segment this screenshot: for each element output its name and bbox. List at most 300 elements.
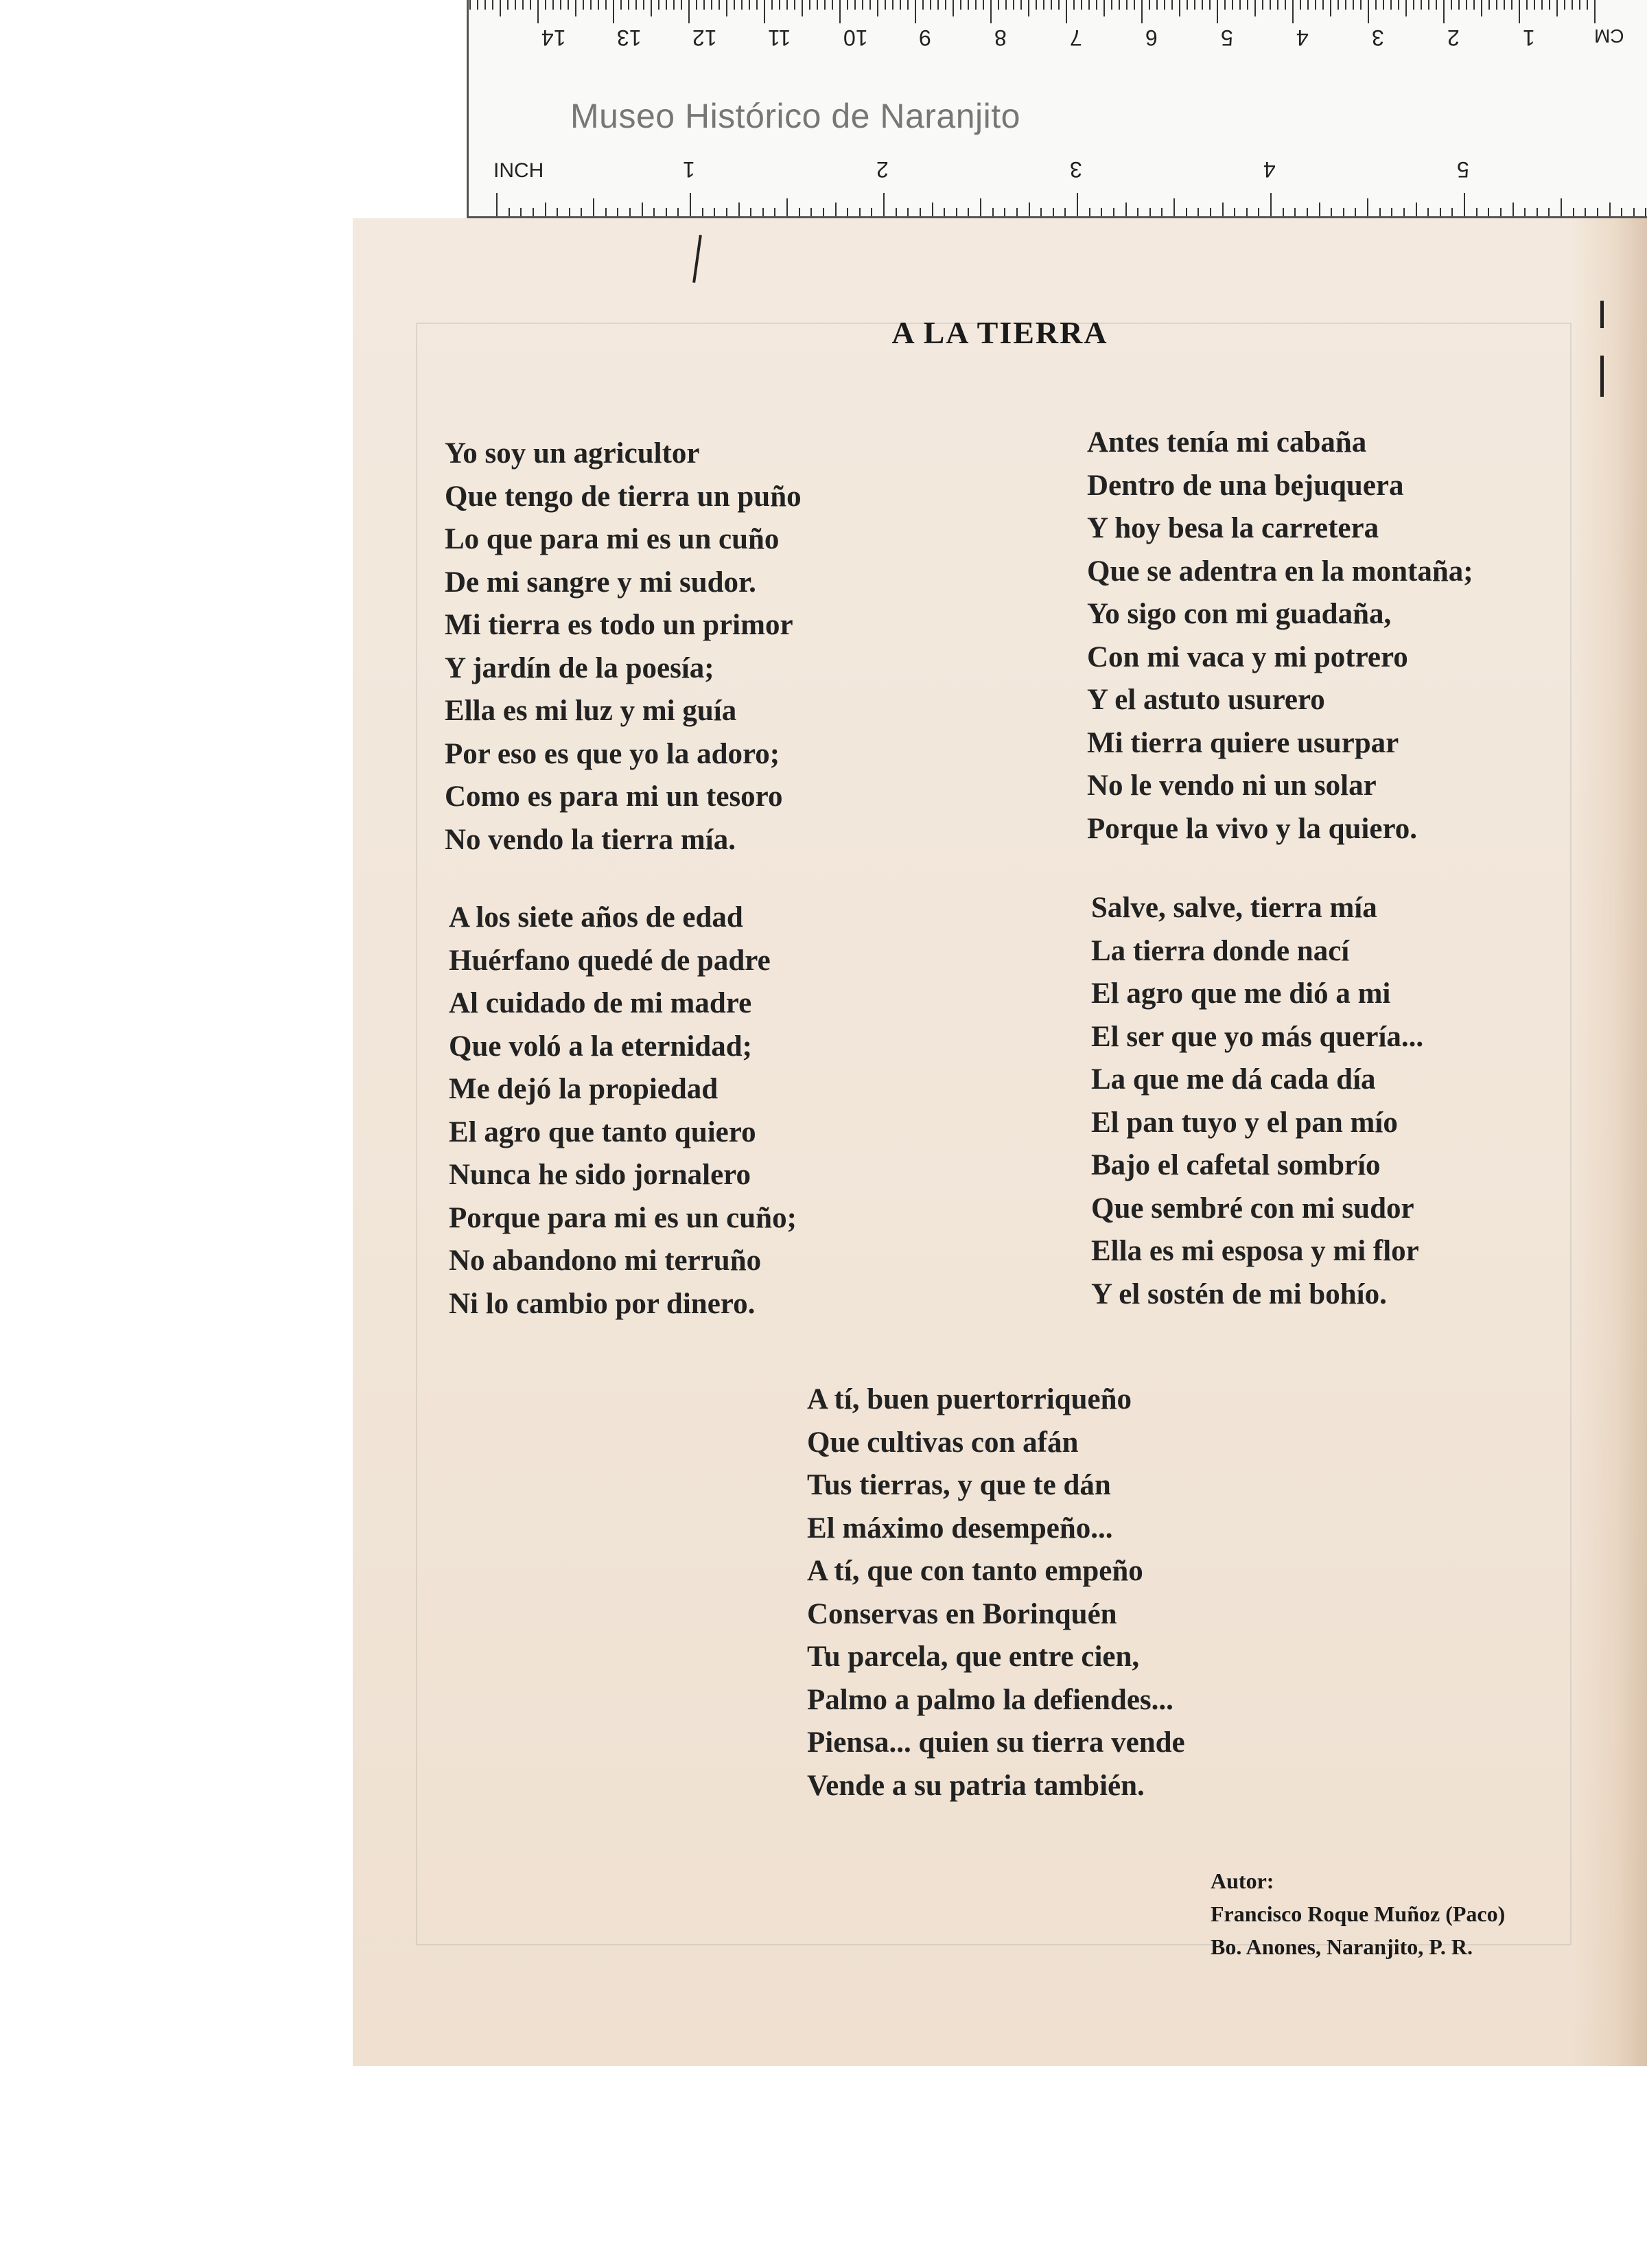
ruler-tick xyxy=(1537,208,1538,216)
ruler-tick xyxy=(1379,208,1381,216)
poem-line: Que se adentra en la montaña; xyxy=(1087,555,1473,588)
poem-line: Al cuidado de mi madre xyxy=(449,987,752,1019)
ruler-tick xyxy=(764,0,765,23)
ruler-tick xyxy=(1315,0,1316,10)
ruler-tick xyxy=(568,0,569,10)
ruler-tick xyxy=(515,0,516,10)
poem-line: Vende a su patria también. xyxy=(807,1769,1145,1802)
ruler-tick xyxy=(1579,0,1580,10)
poem-line: Dentro de una bejuquera xyxy=(1087,469,1404,502)
ruler-inch-number: 1 xyxy=(683,157,695,182)
ruler-tick xyxy=(960,0,961,10)
ruler-tick xyxy=(1053,208,1054,216)
ruler-tick xyxy=(581,208,582,216)
poem-line: El pan tuyo y el pan mío xyxy=(1091,1106,1398,1139)
poem-line: El agro que tanto quiero xyxy=(449,1115,756,1148)
ruler-tick xyxy=(1367,198,1368,216)
ruler-tick xyxy=(469,0,471,10)
ruler-tick xyxy=(1427,208,1429,216)
ruler-tick xyxy=(1481,0,1482,16)
ruler-tick xyxy=(1043,0,1044,10)
ruler-cm-number: 10 xyxy=(843,25,868,50)
ruler-tick xyxy=(1541,0,1543,10)
ruler-tick xyxy=(1621,208,1622,216)
ruler-tick xyxy=(1179,0,1180,16)
ruler-tick xyxy=(545,202,546,216)
ruler-tick xyxy=(492,0,493,10)
ruler-tick xyxy=(522,0,524,10)
ruler-tick xyxy=(1594,0,1596,23)
ruler-tick xyxy=(990,0,992,23)
ruler-tick xyxy=(552,0,554,10)
stanza-5 xyxy=(807,1378,1185,1807)
ruler-tick xyxy=(651,0,652,16)
ruler-tick xyxy=(477,0,478,10)
ruler xyxy=(467,0,1647,218)
ruler-tick xyxy=(1194,0,1195,10)
author-place: Bo. Anones, Naranjito, P. R. xyxy=(1211,1934,1473,1959)
ruler-cm-number: 8 xyxy=(994,25,1007,50)
poem-line: A tí, que con tanto empeño xyxy=(807,1555,1143,1587)
ruler-cm-number: 3 xyxy=(1372,25,1384,50)
ruler-tick xyxy=(1322,0,1324,10)
ruler-tick xyxy=(799,208,800,216)
ruler-tick xyxy=(1360,0,1362,10)
poem-line: No abandono mi terruño xyxy=(449,1245,762,1277)
poem-line: Ella es mi esposa y mi flor xyxy=(1091,1235,1419,1267)
ruler-tick xyxy=(1005,0,1007,10)
ruler-tick xyxy=(1066,0,1067,23)
ruler-tick xyxy=(885,0,886,10)
ruler-tick xyxy=(726,0,727,16)
ruler-tick xyxy=(1016,208,1018,216)
ruler-tick xyxy=(666,0,667,10)
ruler-tick xyxy=(696,0,697,10)
ink-scratch xyxy=(692,235,702,283)
ruler-tick xyxy=(557,208,558,216)
ruler-tick xyxy=(1564,0,1565,10)
ruler-tick xyxy=(896,208,897,216)
ruler-tick xyxy=(1511,0,1512,10)
ruler-tick xyxy=(741,0,743,10)
poem-line: El máximo desempeño... xyxy=(807,1512,1113,1544)
ruler-inch-number: 2 xyxy=(876,157,889,182)
ruler-tick xyxy=(620,0,622,10)
ruler-tick xyxy=(1270,193,1272,216)
poem-line: Como es para mi un tesoro xyxy=(445,780,783,813)
ink-mark xyxy=(1600,356,1604,397)
ruler-tick xyxy=(1270,0,1271,10)
ruler-tick xyxy=(1222,202,1224,216)
ruler-tick xyxy=(1173,198,1175,216)
ruler-tick xyxy=(1500,208,1502,216)
poem-line: Bajo el cafetal sombrío xyxy=(1091,1149,1381,1181)
ruler-tick xyxy=(771,0,773,10)
ruler-tick xyxy=(1476,208,1477,216)
ruler-tick xyxy=(892,0,893,10)
poem-line: Que tengo de tierra un puño xyxy=(445,480,802,513)
ruler-tick xyxy=(575,0,576,16)
ruler-tick xyxy=(968,0,969,10)
ruler-tick xyxy=(1101,208,1102,216)
ruler-tick xyxy=(786,0,788,10)
ruler-tick xyxy=(1283,208,1284,216)
ruler-tick xyxy=(629,208,631,216)
poem-line: Lo que para mi es un cuño xyxy=(445,523,780,555)
ruler-tick xyxy=(1343,208,1344,216)
ruler-tick xyxy=(774,208,775,216)
poem-line: Que sembré con mi sudor xyxy=(1091,1192,1414,1225)
poem-line: Con mi vaca y mi potrero xyxy=(1087,640,1408,673)
ruler-tick xyxy=(598,0,599,10)
poem-line: Yo soy un agricultor xyxy=(445,437,700,470)
ruler-tick xyxy=(1443,0,1445,23)
ruler-tick xyxy=(545,0,546,10)
ruler-tick xyxy=(810,208,812,216)
ruler-tick xyxy=(794,0,795,10)
poem-line: La que me dá cada día xyxy=(1091,1063,1376,1096)
ruler-tick xyxy=(666,208,667,216)
poem-line: Conservas en Borinquén xyxy=(807,1597,1117,1630)
ruler-tick xyxy=(1413,0,1414,10)
ruler-tick xyxy=(1330,0,1331,16)
ruler-tick xyxy=(992,208,994,216)
ruler-tick xyxy=(980,198,981,216)
ruler-tick xyxy=(719,0,720,10)
stanza-3 xyxy=(1087,421,1473,850)
ruler-tick xyxy=(1156,0,1158,10)
poem-line: No le vendo ni un solar xyxy=(1087,769,1377,802)
ruler-cm-number: 13 xyxy=(617,25,642,50)
ruler-tick xyxy=(1319,202,1320,216)
ruler-tick xyxy=(1149,0,1150,10)
ruler-tick xyxy=(998,0,999,10)
poem-line: Huérfano quedé de padre xyxy=(449,944,771,977)
ruler-tick xyxy=(1403,208,1405,216)
ruler-tick xyxy=(496,193,498,216)
ruler-tick xyxy=(750,208,751,216)
poem-line: Tu parcela, que entre cien, xyxy=(807,1641,1140,1673)
stanza-4 xyxy=(1091,887,1423,1316)
ruler-tick xyxy=(520,208,522,216)
ruler-tick xyxy=(937,0,939,10)
ruler-tick xyxy=(1149,208,1151,216)
poem-line: Mi tierra quiere usurpar xyxy=(1087,726,1399,759)
poem-line: Antes tenía mi cabaña xyxy=(1087,426,1367,459)
ruler-tick xyxy=(734,0,735,10)
ruler-tick xyxy=(1217,0,1218,23)
ruler-tick xyxy=(642,202,643,216)
ruler-tick xyxy=(930,0,931,10)
ruler-tick xyxy=(1353,0,1354,10)
ruler-tick xyxy=(786,198,788,216)
ruler-tick xyxy=(922,0,924,10)
ruler-inch-unit: INCH xyxy=(493,159,544,182)
ruler-tick xyxy=(533,208,534,216)
ruler-tick xyxy=(832,0,833,10)
ruler-tick xyxy=(847,208,848,216)
ruler-tick xyxy=(1028,0,1029,16)
ruler-tick xyxy=(738,202,740,216)
ruler-tick xyxy=(653,208,655,216)
ruler-tick xyxy=(1338,0,1339,10)
ruler-inch-number: 5 xyxy=(1457,157,1469,182)
ruler-tick xyxy=(1224,0,1226,10)
ruler-tick xyxy=(1383,0,1384,10)
ruler-tick xyxy=(1609,202,1611,216)
ruler-tick xyxy=(1258,208,1259,216)
ruler-inch-ticks xyxy=(469,192,1647,216)
ruler-tick xyxy=(714,208,715,216)
ruler-tick xyxy=(500,0,501,16)
ruler-tick xyxy=(1464,193,1465,216)
ruler-tick xyxy=(1504,0,1505,10)
poem-line: Me dejó la propiedad xyxy=(449,1073,719,1105)
ruler-tick xyxy=(726,208,727,216)
ruler-tick xyxy=(1526,0,1528,10)
ruler-tick xyxy=(507,0,509,10)
ruler-tick xyxy=(835,202,837,216)
poem-line: Porque para mi es un cuño; xyxy=(449,1201,797,1234)
ruler-tick xyxy=(1573,208,1574,216)
ruler-tick xyxy=(1186,208,1187,216)
ruler-tick xyxy=(1210,208,1211,216)
ruler-tick xyxy=(944,208,945,216)
museum-watermark: Museo Histórico de Naranjito xyxy=(570,97,1020,135)
ruler-tick xyxy=(1096,0,1097,10)
ruler-tick xyxy=(1645,208,1646,216)
ruler-tick xyxy=(677,208,679,216)
poem-line: Y el sostén de mi bohío. xyxy=(1091,1277,1387,1310)
poem-line: A los siete años de edad xyxy=(449,901,743,934)
ruler-tick xyxy=(809,0,810,10)
ruler-cm-number: 9 xyxy=(919,25,931,50)
ruler-tick xyxy=(1058,0,1060,10)
ruler-tick xyxy=(1587,0,1588,10)
ruler-tick xyxy=(1164,0,1165,10)
ruler-tick xyxy=(1572,0,1573,10)
ruler-tick xyxy=(1064,208,1066,216)
ruler-cm-number: 5 xyxy=(1221,25,1233,50)
ruler-tick xyxy=(862,0,863,10)
ruler-tick xyxy=(658,0,659,10)
ruler-cm-number: 12 xyxy=(692,25,717,50)
ruler-tick xyxy=(617,208,618,216)
ruler-cm-number: 7 xyxy=(1070,25,1082,50)
ruler-tick xyxy=(823,208,824,216)
ruler-tick xyxy=(1458,0,1460,10)
ruler-tick xyxy=(932,202,933,216)
ruler-tick xyxy=(817,0,818,10)
ruler-tick xyxy=(690,193,691,216)
ruler-tick xyxy=(702,208,703,216)
ruler-tick xyxy=(907,0,909,10)
ruler-tick xyxy=(1111,0,1112,10)
poem-line: Ella es mi luz y mi guía xyxy=(445,695,737,727)
ruler-tick xyxy=(537,0,539,23)
ruler-tick xyxy=(1524,208,1526,216)
ruler-tick xyxy=(1073,0,1075,10)
ruler-tick xyxy=(1125,202,1127,216)
ruler-tick xyxy=(953,0,954,16)
poem-line: El agro que me dió a mi xyxy=(1091,977,1391,1010)
ruler-tick xyxy=(1488,0,1490,10)
ruler-tick xyxy=(1549,0,1550,10)
ruler-tick xyxy=(1473,0,1475,10)
author-name: Francisco Roque Muñoz (Paco) xyxy=(1211,1901,1506,1926)
ruler-tick xyxy=(1161,208,1163,216)
ruler-tick xyxy=(635,0,637,10)
poem-line: Por eso es que yo la adoro; xyxy=(445,737,780,770)
ruler-tick xyxy=(681,0,682,10)
ruler-tick xyxy=(1292,0,1294,23)
ruler-tick xyxy=(1119,0,1120,10)
ruler-tick xyxy=(1088,0,1090,10)
ruler-tick xyxy=(1548,208,1550,216)
ruler-tick xyxy=(613,0,614,23)
ruler-tick xyxy=(956,208,957,216)
ruler-tick xyxy=(1512,202,1514,216)
ruler-tick xyxy=(1051,0,1052,10)
ruler-tick xyxy=(1262,0,1263,10)
ruler-tick xyxy=(1597,208,1598,216)
ruler-tick xyxy=(1246,208,1248,216)
ruler-tick xyxy=(688,0,690,23)
author-label: Autor: xyxy=(1211,1868,1274,1893)
ruler-tick xyxy=(983,0,984,10)
poem-sheet xyxy=(353,218,1647,2066)
ruler-tick xyxy=(1496,0,1497,10)
ruler-tick xyxy=(1428,0,1429,10)
ruler-tick xyxy=(1202,0,1203,10)
ruler-cm-number: 14 xyxy=(541,25,566,50)
ruler-tick xyxy=(1141,0,1143,23)
ruler-tick xyxy=(1355,208,1356,216)
ruler-tick xyxy=(1113,208,1114,216)
ruler-tick xyxy=(824,0,826,10)
ruler-tick xyxy=(703,0,705,10)
poem-line: Mi tierra es todo un primor xyxy=(445,609,793,641)
ruler-tick xyxy=(1436,0,1437,10)
ruler-tick xyxy=(900,0,901,10)
ruler-tick xyxy=(1633,208,1635,216)
poem-line: Piensa... quien su tierra vende xyxy=(807,1726,1185,1759)
ruler-tick xyxy=(1561,198,1562,216)
ruler-tick xyxy=(1013,0,1014,10)
ruler-tick xyxy=(1134,0,1135,10)
ruler-tick xyxy=(1036,0,1037,10)
ruler-tick xyxy=(1440,208,1441,216)
ruler-tick xyxy=(590,0,592,10)
ruler-cm-ticks xyxy=(469,0,1647,25)
poem-line: Que cultivas con afán xyxy=(807,1426,1079,1459)
ruler-cm-number: 11 xyxy=(768,25,791,50)
poem-line: Ni lo cambio por dinero. xyxy=(449,1287,756,1320)
ruler-tick xyxy=(673,0,675,10)
ruler-tick xyxy=(560,0,561,10)
poem-line: De mi sangre y mi sudor. xyxy=(445,566,756,599)
stanza-2 xyxy=(449,896,797,1326)
ruler-cm-number: 1 xyxy=(1523,25,1535,50)
ruler-tick xyxy=(1398,0,1399,10)
ruler-inch-number: 3 xyxy=(1070,157,1082,182)
ruler-tick xyxy=(569,208,570,216)
ruler-tick xyxy=(583,0,584,10)
ruler-tick xyxy=(1451,208,1453,216)
poem-line: A tí, buen puertorriqueño xyxy=(807,1383,1132,1415)
ruler-tick xyxy=(1488,208,1489,216)
ruler-tick xyxy=(1519,0,1520,23)
poem-line: La tierra donde nací xyxy=(1091,934,1350,967)
ruler-tick xyxy=(605,0,607,10)
ruler-tick xyxy=(1209,0,1211,10)
ruler-tick xyxy=(628,0,629,10)
ruler-tick xyxy=(779,0,780,10)
ruler-tick xyxy=(605,208,607,216)
stanza-1 xyxy=(445,432,802,861)
ruler-tick xyxy=(1285,0,1286,10)
ruler-tick xyxy=(1405,0,1407,16)
ruler-tick xyxy=(1081,0,1082,10)
ruler-tick xyxy=(1171,0,1173,10)
ruler-tick xyxy=(1585,208,1586,216)
ruler-tick xyxy=(1126,0,1128,10)
poem-line: Y hoy besa la carretera xyxy=(1087,512,1379,544)
poem-line: Yo sigo con mi guadaña, xyxy=(1087,598,1392,630)
ruler-tick xyxy=(1040,208,1042,216)
ruler-tick xyxy=(593,198,594,216)
ruler-tick xyxy=(1239,0,1241,10)
poem-line: Palmo a palmo la defiendes... xyxy=(807,1683,1173,1716)
ruler-tick xyxy=(1466,0,1467,10)
ruler-tick xyxy=(1198,208,1199,216)
ruler-tick xyxy=(975,0,977,10)
poem-line: Y jardín de la poesía; xyxy=(445,651,714,684)
ruler-tick xyxy=(802,0,803,16)
poem-line: Porque la vivo y la quiero. xyxy=(1087,812,1417,845)
ruler-tick xyxy=(945,0,946,10)
ruler-cm-number: 2 xyxy=(1447,25,1460,50)
ruler-tick xyxy=(877,0,878,16)
ruler-tick xyxy=(530,0,531,10)
ruler-tick xyxy=(839,0,841,23)
ruler-cm-unit: CM xyxy=(1594,25,1624,47)
ruler-tick xyxy=(1077,193,1078,216)
ruler-tick xyxy=(1556,0,1558,16)
poem-title: A LA TIERRA xyxy=(891,315,1108,350)
ruler-tick xyxy=(1234,208,1235,216)
ruler-inch-number: 4 xyxy=(1263,157,1276,182)
ruler-tick xyxy=(1331,208,1332,216)
ruler-cm-number: 6 xyxy=(1145,25,1158,50)
ruler-tick xyxy=(1020,0,1022,10)
ruler-tick xyxy=(1391,208,1392,216)
ruler-tick xyxy=(1345,0,1346,10)
ruler-tick xyxy=(1089,208,1090,216)
ruler-tick xyxy=(1247,0,1248,10)
ruler-tick xyxy=(1307,208,1308,216)
ruler-tick xyxy=(1004,208,1005,216)
author-credit xyxy=(1211,1864,1505,1963)
ruler-tick xyxy=(1029,202,1030,216)
poem-line: Tus tierras, y que te dán xyxy=(807,1469,1111,1501)
ruler-tick xyxy=(869,0,871,10)
ruler-tick xyxy=(1307,0,1309,10)
ruler-tick xyxy=(749,0,750,10)
poem-line: Salve, salve, tierra mía xyxy=(1091,892,1377,924)
ruler-tick xyxy=(907,208,909,216)
ruler-tick xyxy=(1294,208,1296,216)
